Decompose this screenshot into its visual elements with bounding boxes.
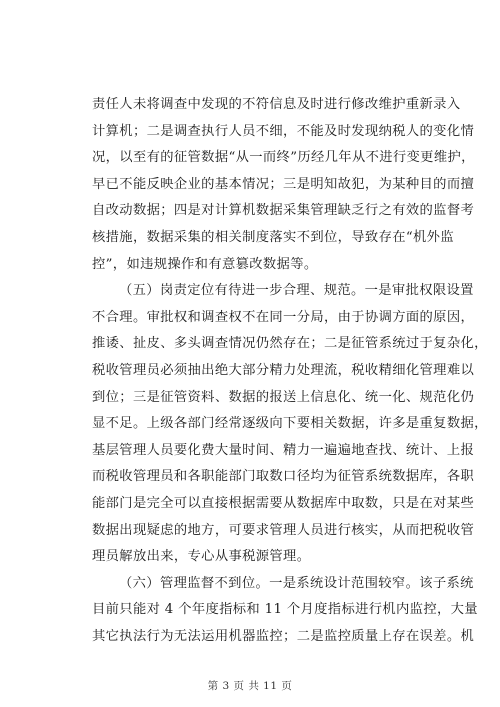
text-line: 而税收管理员和各职能部门取数口径均为征管系统数据库，各职 — [92, 469, 475, 485]
text-line: 况，以至有的征管数据“从一而终”历经几年从不进行变更维护， — [92, 150, 475, 166]
text-line: 理员解放出来，专心从事税源管理。 — [92, 549, 311, 565]
text-line: 自改动数据；四是对计算机数据采集管理缺乏行之有效的监督考 — [92, 203, 475, 219]
paragraph-start-line: （五）岗责定位有待进一步合理、规范。一是审批权限设置 — [119, 283, 474, 299]
text-line: 控”，如违规操作和有意篡改数据等。 — [92, 256, 318, 272]
text-line: 不合理。审批权和调查权不在同一分局，由于协调方面的原因， — [92, 309, 475, 325]
text-line: 核措施，数据采集的相关制度落实不到位，导致存在“机外监 — [92, 229, 454, 245]
text-line: 能部门是完全可以直接根据需要从数据库中取数，只是在对某些 — [92, 495, 475, 511]
paragraph-start-line: （六）管理监督不到位。一是系统设计范围较窄。该子系统 — [119, 575, 474, 591]
body-text — [92, 92, 488, 650]
text-line: 数据出现疑虑的地方，可要求管理人员进行核实，从而把税收管 — [92, 522, 475, 538]
text-line: 税收管理员必须抽出绝大部分精力处理流，税收精细化管理难以 — [92, 362, 475, 378]
text-line: 显不足。上级各部门经常逐级向下要相关数据，许多是重复数据， — [92, 416, 488, 432]
text-line: 到位；三是征管资料、数据的报送上信息化、统一化、规范化仍 — [92, 389, 475, 405]
text-line: 目前只能对 4 个年度指标和 11 个月度指标进行机内监控，大量 — [92, 602, 478, 618]
text-line: 责任人未将调查中发现的不符信息及时进行修改维护重新录入 — [92, 97, 461, 112]
text-line: 早已不能反映企业的基本情况；三是明知故犯，为某种目的而擅 — [92, 176, 475, 192]
text-line: 基层管理人员要化费大量时间、精力一遍遍地查找、统计、上报 — [92, 442, 475, 458]
text-line: 其它执法行为无法运用机器监控；二是监控质量上存在误差。机 — [92, 628, 475, 644]
text-line: 计算机；二是调查执行人员不细，不能及时发现纳税人的变化情 — [92, 123, 475, 139]
page-footer: 第 3 页 共 11 页 — [207, 680, 293, 692]
text-line: 推诿、扯皮、多头调查情况仍然存在；二是征管系统过于复杂化， — [92, 336, 488, 352]
